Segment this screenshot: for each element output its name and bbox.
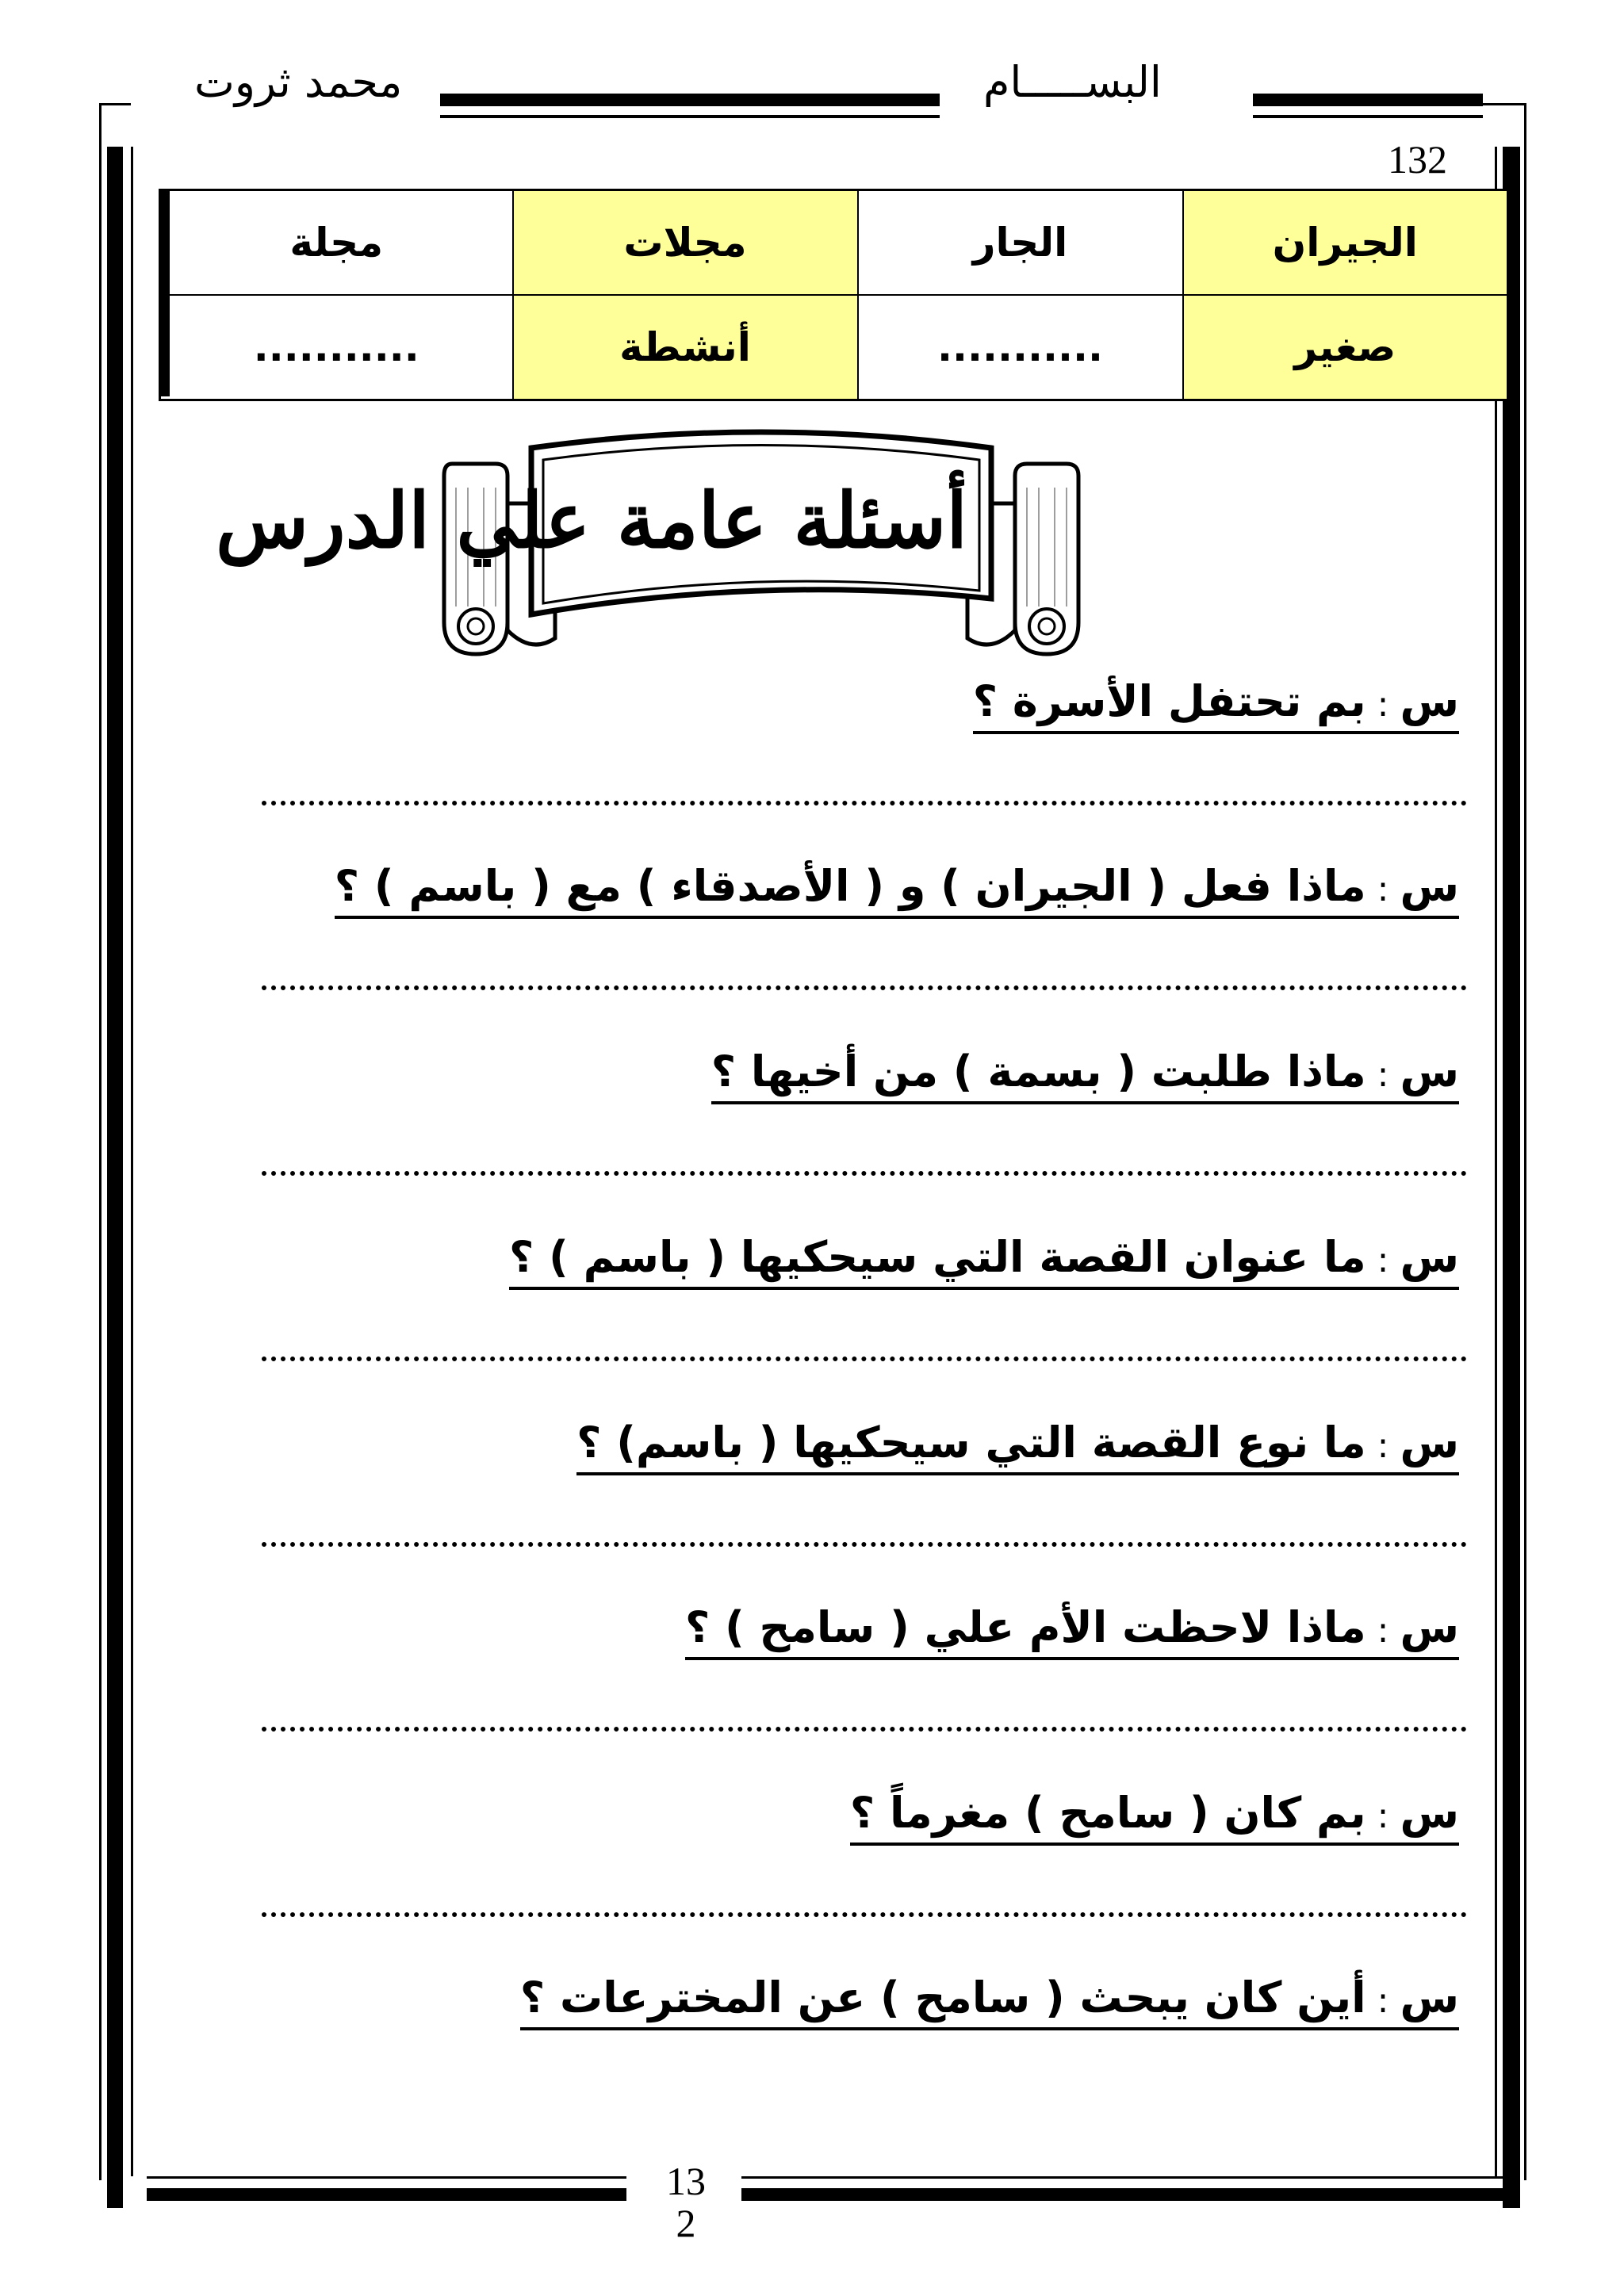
table-cell: ........... (858, 295, 1183, 400)
table-cell: ........... (160, 295, 513, 400)
question-8 (520, 1974, 1459, 2030)
frame-left-inner (131, 147, 133, 2176)
question-text: بم تحتفل الأسرة ؟ (972, 676, 1366, 726)
question-label: س (1400, 1602, 1459, 1652)
question-label: س (1400, 1788, 1459, 1838)
footer-rule-right (741, 2176, 1503, 2179)
question-label: س (1400, 861, 1459, 911)
table-cell: مجلات (513, 190, 858, 296)
header-rule-middle (440, 94, 940, 106)
banner-title: أسئلة عامة علي الدرس (216, 476, 967, 565)
question-label: س (1400, 1232, 1459, 1282)
frame-right-thin (1524, 103, 1526, 2180)
question-colon: : (1377, 869, 1389, 909)
table-cell: مجلة (160, 190, 513, 296)
footer-page-number: 13 2 (666, 2160, 706, 2245)
question-colon: : (1377, 1054, 1389, 1095)
table-row (160, 295, 1508, 400)
question-label: س (1400, 1418, 1459, 1468)
question-text: أين كان يبحث ( سامح ) عن المخترعات ؟ (519, 1973, 1366, 2022)
question-2 (335, 863, 1459, 919)
answer-line (262, 1357, 1467, 1361)
page-number: 132 (1388, 137, 1447, 182)
frame-top-right-thin (1483, 103, 1526, 105)
header-rule-middle-thin (440, 115, 940, 118)
question-text: ماذا طلبت ( بسمة ) من أخيها ؟ (710, 1047, 1366, 1096)
question-label: س (1400, 1973, 1459, 2022)
footer-rule-left (147, 2176, 626, 2179)
table-cell: الجيران (1183, 190, 1508, 296)
question-3 (711, 1048, 1459, 1104)
author-name: محمد ثروت (194, 57, 403, 107)
answer-line (262, 1171, 1467, 1176)
question-text: بم كان ( سامح ) مغرماً ؟ (849, 1788, 1366, 1838)
question-4 (509, 1234, 1459, 1290)
question-5 (576, 1419, 1459, 1475)
question-colon: : (1377, 1425, 1389, 1466)
book-title: البســـــام (983, 57, 1162, 107)
answer-line (262, 801, 1467, 806)
answer-line (262, 985, 1467, 990)
question-1 (973, 678, 1459, 734)
frame-top-left-thin (99, 103, 131, 105)
question-text: ماذا لاحظت الأم علي ( سامح ) ؟ (684, 1602, 1366, 1652)
question-text: ما عنوان القصة التي سيحكيها ( باسم ) ؟ (508, 1232, 1366, 1282)
table-row (160, 190, 1508, 296)
header-rule-right (1253, 94, 1483, 106)
table-cell: صغير (1183, 295, 1508, 400)
question-text: ما نوع القصة التي سيحكيها ( باسم) ؟ (576, 1418, 1366, 1468)
table-cell: أنشطة (513, 295, 858, 400)
footer-rule-left-thick (147, 2188, 626, 2201)
answer-line (262, 1912, 1467, 1917)
vocab-table (159, 189, 1509, 401)
question-colon: : (1377, 1240, 1389, 1280)
question-colon: : (1377, 1610, 1389, 1651)
question-label: س (1400, 1047, 1459, 1096)
answer-line (262, 1727, 1467, 1732)
question-colon: : (1377, 1980, 1389, 2021)
footer-rule-right-thick (741, 2188, 1503, 2201)
question-label: س (1400, 676, 1459, 726)
answer-line (262, 1542, 1467, 1547)
question-colon: : (1377, 684, 1389, 725)
question-colon: : (1377, 1796, 1389, 1836)
frame-left-thin (99, 103, 102, 2180)
table-cell: الجار (858, 190, 1183, 296)
question-6 (685, 1604, 1459, 1660)
header-rule-right-thin (1253, 115, 1483, 118)
frame-left-thick (107, 147, 123, 2208)
frame-right-thick (1503, 147, 1520, 2208)
question-7 (850, 1789, 1459, 1846)
question-text: ماذا فعل ( الجيران ) و ( الأصدقاء ) مع ( باسم ) ؟ (334, 861, 1366, 911)
frame-right-inner (1495, 147, 1497, 2176)
